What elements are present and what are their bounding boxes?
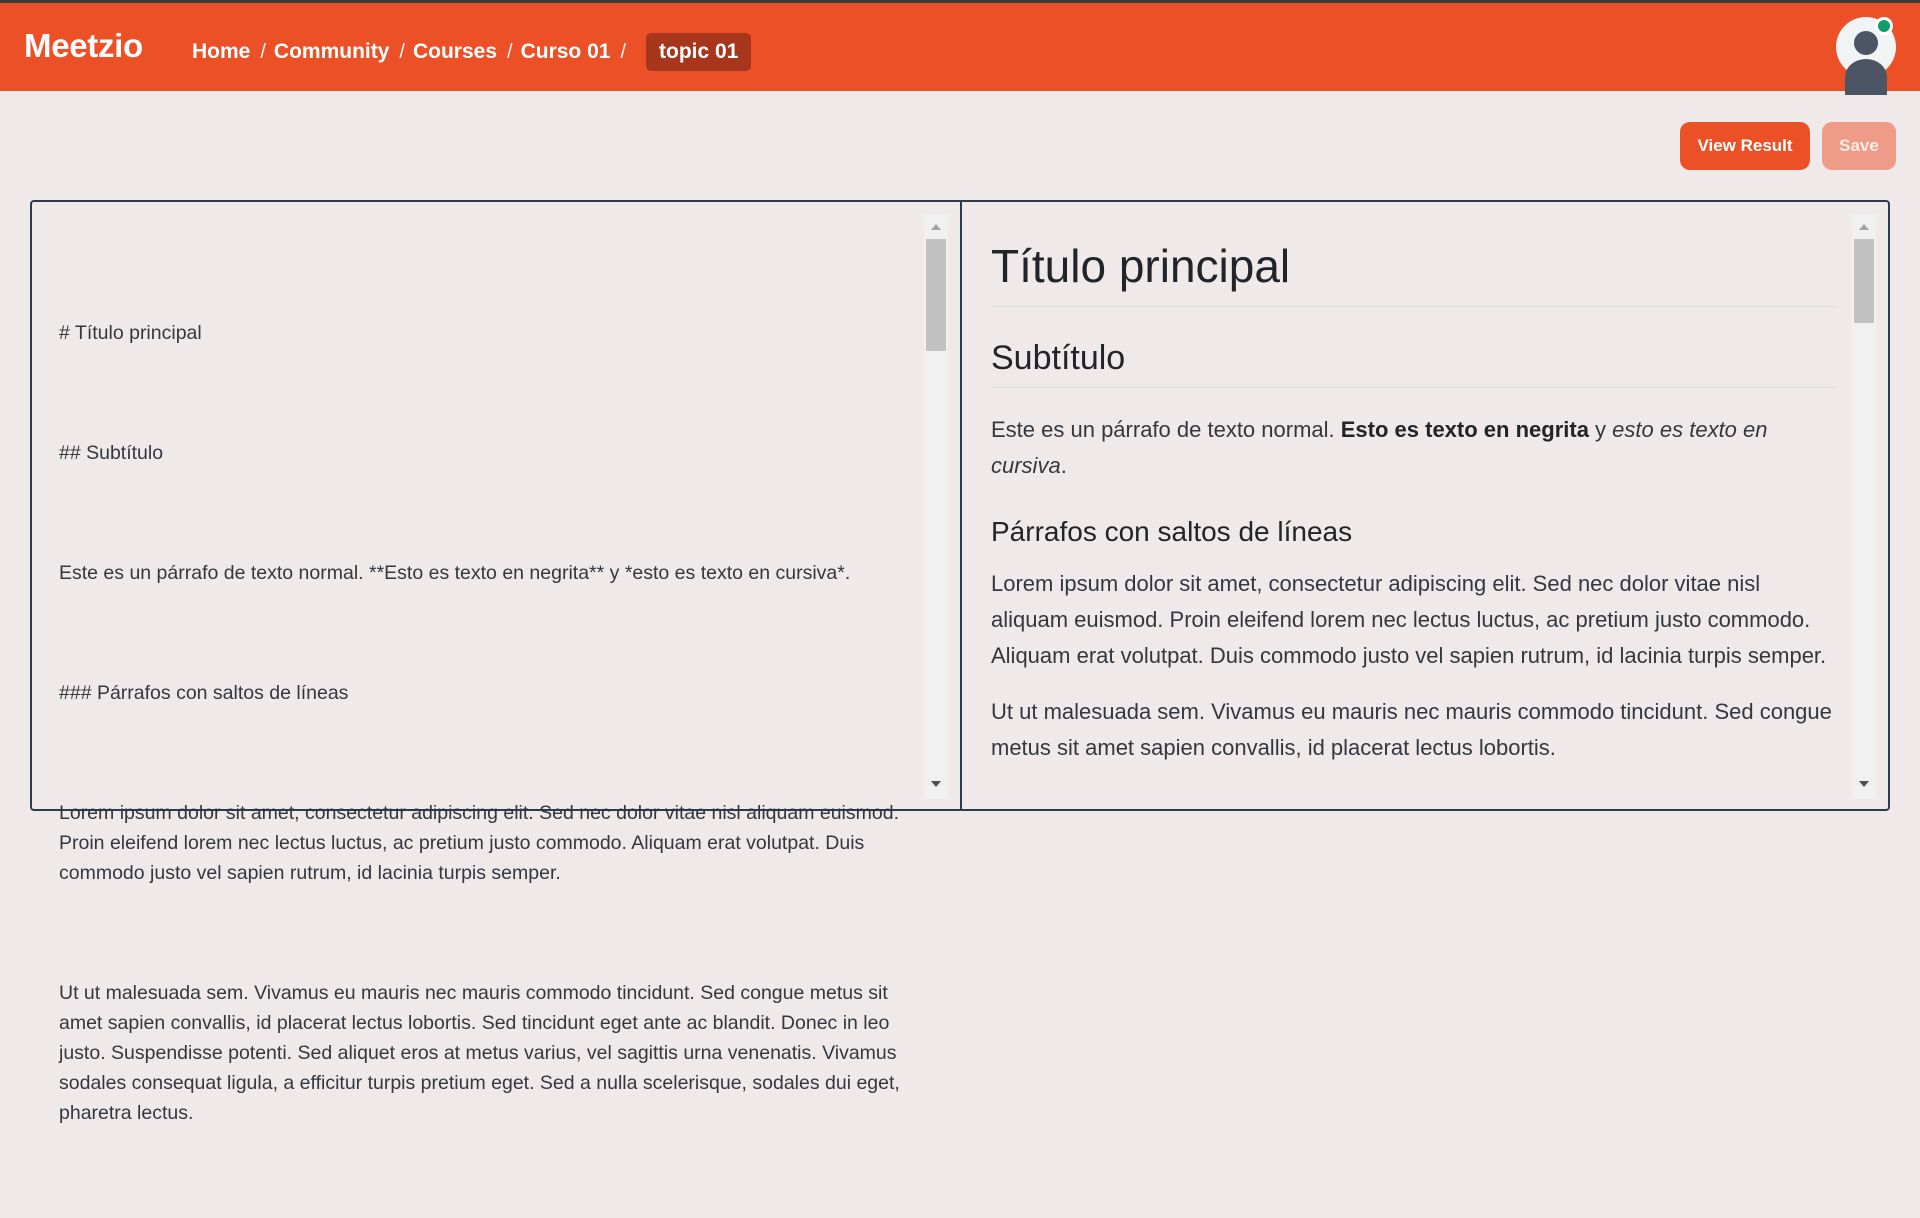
- preview-heading-3: Párrafos con saltos de líneas: [991, 516, 1353, 547]
- scroll-up-arrow-icon[interactable]: [931, 224, 941, 230]
- editor-line: # Título principal: [59, 322, 202, 344]
- intro-bold-text: Esto es texto en negrita: [1340, 417, 1589, 442]
- intro-normal-text: Este es un párrafo de texto normal.: [991, 417, 1341, 442]
- user-avatar-icon-body: [1845, 59, 1887, 95]
- save-button[interactable]: Save: [1822, 122, 1896, 170]
- breadcrumb-current-topic: topic 01: [646, 33, 751, 71]
- intro-italic-text: esto es texto en cursiva: [991, 417, 1768, 478]
- online-status-indicator: [1875, 17, 1893, 35]
- breadcrumb-separator: /: [260, 40, 266, 63]
- editor-line: Este es un párrafo de texto normal. **Esto es texto en negrita** y *esto es texto en cursiva*.: [59, 562, 851, 584]
- editor-line: Lorem ipsum dolor sit amet, consectetur adipiscing elit. Sed nec dolor vitae nisl aliquam euismod. Proin eleifend lorem nec lectus luctus, ac pretium justo commodo. Aliquam erat volutpat. Duis commodo justo vel sapien rutrum, id lacinia turpis semper.: [59, 802, 905, 884]
- editor-line: ### Párrafos con saltos de líneas: [59, 682, 349, 704]
- logo[interactable]: Meetzio: [24, 27, 143, 64]
- editor-scrollbar[interactable]: [924, 214, 948, 799]
- preview-paragraph-intro: [991, 412, 1836, 484]
- scroll-up-arrow-icon[interactable]: [1859, 224, 1869, 230]
- breadcrumb-courses[interactable]: Courses: [412, 40, 498, 63]
- view-result-button[interactable]: View Result: [1680, 122, 1810, 170]
- breadcrumb-curso-01[interactable]: Curso 01: [520, 40, 611, 63]
- markdown-preview: [962, 202, 1888, 809]
- preview-heading-1: Título principal: [991, 238, 1836, 307]
- markdown-editor-panel: [30, 200, 1890, 1124]
- user-avatar-icon: [1854, 31, 1878, 55]
- preview-paragraph: Lorem ipsum dolor sit amet, consectetur adipiscing elit. Sed nec dolor vitae nisl aliquam euismod. Proin eleifend lorem nec lectus luctus, ac pretium justo commodo. Aliquam erat volutpat. Duis commodo justo vel sapien rutrum, id lacinia turpis semper.: [991, 571, 1827, 668]
- breadcrumb-separator: /: [507, 40, 513, 63]
- markdown-input[interactable]: [32, 202, 960, 1124]
- markdown-source-text[interactable]: [59, 258, 929, 1218]
- intro-end-text: .: [1060, 453, 1067, 478]
- editor-line: Ut ut malesuada sem. Vivamus eu mauris nec mauris commodo tincidunt. Sed congue metus sit amet sapien convallis, id placerat lectus lobortis. Sed tincidunt eget ante ac blandit. Donec in leo justo. Suspendisse potenti. Sed aliquet eros at metus varius, vel sagittis urna venenatis. Vivamus sodales consequat ligula, a efficitur turpis pretium eget. Sed a nulla scelerisque, sodales dui eget, pharetra lectus.: [59, 982, 906, 1124]
- scroll-down-arrow-icon[interactable]: [931, 781, 941, 787]
- top-navbar: [0, 3, 1920, 91]
- intro-connector-text: y: [1588, 417, 1613, 442]
- editor-line: ## Subtítulo: [59, 442, 164, 464]
- scrollbar-thumb[interactable]: [1854, 239, 1874, 323]
- preview-scrollbar[interactable]: [1852, 214, 1876, 799]
- scroll-down-arrow-icon[interactable]: [1859, 781, 1869, 787]
- preview-paragraph: Ut ut malesuada sem. Vivamus eu mauris nec mauris commodo tincidunt. Sed congue metus sit amet sapien convallis, id placerat lectus lobortis.: [991, 699, 1832, 760]
- preview-heading-2: Subtítulo: [991, 337, 1836, 388]
- breadcrumb: [192, 31, 751, 73]
- preview-content: [991, 238, 1836, 786]
- breadcrumb-separator: /: [620, 40, 627, 63]
- breadcrumb-home[interactable]: Home: [192, 40, 251, 63]
- breadcrumb-community[interactable]: Community: [273, 40, 390, 63]
- scrollbar-thumb[interactable]: [926, 239, 946, 351]
- breadcrumb-separator: /: [399, 40, 405, 63]
